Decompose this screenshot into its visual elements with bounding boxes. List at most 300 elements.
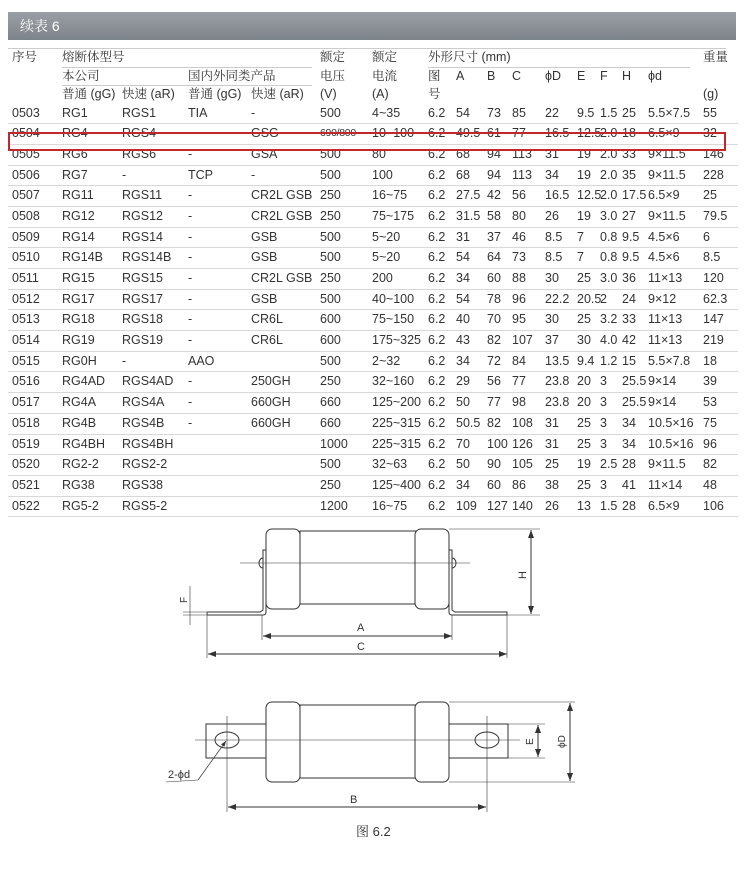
cell-phi-d: 9×12 [648, 291, 677, 306]
cell-other-normal: AAO [188, 353, 215, 368]
table-row [8, 476, 738, 497]
cell-current: 10~100 [372, 126, 415, 141]
cell-weight: 8.5 [703, 250, 721, 265]
cell-current: 225~315 [372, 415, 422, 430]
cell-b: 90 [487, 457, 501, 472]
cell-h: 41 [622, 477, 636, 492]
header-own-fast: 快速 (aR) [122, 87, 175, 101]
cell-other-normal: - [188, 374, 193, 389]
cell-h: 9.5 [622, 250, 640, 265]
cell-a: 31 [456, 229, 470, 244]
cell-c: 73 [512, 250, 526, 265]
cell-phi-d: 11×13 [648, 333, 683, 348]
cell-voltage: 600 [320, 333, 341, 348]
cell-b: 60 [487, 477, 501, 492]
cell-h: 28 [622, 498, 636, 513]
label-e: E [525, 738, 536, 745]
cell-e: 30 [577, 333, 591, 348]
top-view [166, 702, 575, 812]
cell-c: 107 [512, 333, 533, 348]
cell-c: 98 [512, 395, 526, 410]
cell-voltage: 500 [320, 250, 341, 265]
cell-own-normal: RG4B [62, 415, 97, 430]
table-row [8, 269, 738, 290]
cell-c: 77 [512, 126, 526, 141]
table-row [8, 331, 738, 352]
header-phi-D: ϕD [545, 68, 562, 83]
cell-own-normal: RG17 [62, 291, 95, 306]
cell-other-fast: CR2L GSB [251, 208, 313, 223]
cell-phi-d: 11×13 [648, 312, 683, 327]
cell-own-normal: RG7 [62, 167, 88, 182]
cell-fig-no: 6.2 [428, 415, 446, 430]
cell-c: 95 [512, 312, 526, 327]
cell-fig-no: 6.2 [428, 271, 446, 285]
cell-e: 20 [577, 374, 591, 389]
header-a: A [456, 68, 465, 83]
cell-own-fast: RGS12 [122, 208, 163, 223]
label-phi-D: ϕD [557, 735, 568, 748]
cell-own-fast: RGS4AD [122, 374, 174, 389]
cell-other-fast: CR6L [251, 333, 283, 348]
cell-fig-no: 6.2 [428, 498, 446, 513]
cell-seq: 0515 [12, 353, 40, 368]
cell-weight: 79.5 [703, 208, 728, 223]
header-seq: 序号 [12, 50, 38, 64]
header-weight: 重量 [703, 50, 729, 64]
cell-b: 77 [487, 395, 501, 410]
cell-phi-D: 23.8 [545, 395, 570, 410]
cell-a: 34 [456, 353, 470, 368]
cell-phi-D: 22 [545, 105, 559, 120]
cell-c: 85 [512, 105, 526, 120]
cell-a: 50 [456, 395, 470, 410]
cell-phi-D: 31 [545, 415, 559, 430]
cell-phi-D: 23.8 [545, 374, 570, 389]
cell-other-normal: - [188, 291, 193, 306]
cell-other-fast: CR2L GSB [251, 188, 313, 203]
cell-own-normal: RG0H [62, 353, 97, 368]
cell-phi-d: 4.5×6 [648, 229, 680, 244]
table-row [8, 435, 738, 456]
cell-other-normal: - [188, 188, 193, 203]
header-e: E [577, 68, 586, 83]
cell-a: 54 [456, 250, 470, 265]
table-row [8, 290, 738, 311]
table-row [8, 393, 738, 414]
cell-seq: 0510 [12, 250, 40, 265]
cell-f: 3 [600, 415, 607, 430]
cell-e: 12.5 [577, 188, 602, 203]
cell-f: 4.0 [600, 333, 618, 348]
cell-fig-no: 6.2 [428, 436, 446, 451]
cell-weight: 219 [703, 333, 724, 348]
header-b: B [487, 68, 496, 83]
header-fuse-type: 熔断体型号 [62, 50, 125, 64]
cell-fig-no: 6.2 [428, 105, 446, 120]
cell-h: 28 [622, 457, 636, 472]
cell-e: 13 [577, 498, 591, 513]
cell-c: 113 [512, 167, 532, 182]
cell-phi-d: 5.5×7.5 [648, 105, 691, 120]
cell-weight: 18 [703, 353, 717, 368]
cell-current: 16~75 [372, 188, 408, 203]
cell-voltage: 250 [320, 271, 341, 285]
cell-phi-d: 9×11.5 [648, 167, 686, 182]
cell-b: 42 [487, 188, 501, 203]
cell-current: 2~32 [372, 353, 401, 368]
cell-own-fast: RGS18 [122, 312, 163, 327]
cell-b: 73 [487, 105, 501, 120]
cell-own-fast: - [122, 167, 127, 182]
cell-a: 49.5 [456, 126, 481, 141]
cell-own-fast: RGS15 [122, 271, 163, 285]
cell-e: 25 [577, 271, 591, 285]
cell-f: 2.0 [600, 146, 618, 161]
cell-weight: 228 [703, 167, 724, 182]
table-row [8, 414, 738, 435]
cell-voltage: 660 [320, 395, 341, 410]
header-row-1 [8, 48, 738, 67]
cell-own-normal: RG4A [62, 395, 97, 410]
cell-other-normal: - [188, 146, 193, 161]
cell-weight: 32 [703, 126, 717, 141]
cell-other-normal: - [188, 208, 193, 223]
cell-h: 25.5 [622, 395, 647, 410]
cell-own-normal: RG12 [62, 208, 95, 223]
cell-other-normal: - [188, 126, 193, 141]
header-other-fast: 快速 (aR) [251, 87, 304, 101]
cell-own-fast: RGS6 [122, 146, 157, 161]
cell-own-fast: RGS14B [122, 250, 172, 265]
cell-own-normal: RG18 [62, 312, 95, 327]
cell-own-fast: RGS14 [122, 229, 163, 244]
cell-phi-D: 26 [545, 498, 559, 513]
label-h: H [517, 571, 529, 579]
cell-other-fast: - [251, 167, 256, 182]
cell-a: 50 [456, 457, 470, 472]
cell-voltage: 500 [320, 291, 341, 306]
header-voltage-unit: (V) [320, 87, 337, 101]
cell-a: 68 [456, 167, 470, 182]
cell-fig-no: 6.2 [428, 374, 446, 389]
cell-other-fast: GSB [251, 291, 278, 306]
cell-other-normal: - [188, 312, 193, 327]
cell-own-normal: RG38 [62, 477, 95, 492]
cell-c: 56 [512, 188, 526, 203]
cell-phi-d: 6.5×9 [648, 188, 680, 203]
cell-weight: 62.3 [703, 291, 728, 306]
cell-b: 56 [487, 374, 501, 389]
cell-b: 94 [487, 146, 501, 161]
cell-phi-D: 30 [545, 271, 559, 285]
table-row [8, 145, 738, 166]
cell-current: 4~35 [372, 105, 401, 120]
header-fig-no-2: 号 [428, 87, 441, 101]
cell-e: 25 [577, 312, 591, 327]
cell-other-fast: 660GH [251, 415, 291, 430]
cell-a: 109 [456, 498, 477, 513]
cell-other-normal: TCP [188, 167, 213, 182]
cell-fig-no: 6.2 [428, 395, 446, 410]
cell-f: 1.5 [600, 498, 618, 513]
cell-h: 17.5 [622, 188, 647, 203]
cell-other-normal: TIA [188, 105, 208, 120]
cell-weight: 146 [703, 146, 724, 161]
cell-phi-d: 9×14 [648, 374, 677, 389]
cell-seq: 0522 [12, 498, 40, 513]
cell-seq: 0505 [12, 146, 40, 161]
cell-own-fast: RGS2-2 [122, 457, 168, 472]
cell-weight: 147 [703, 312, 724, 327]
cell-fig-no: 6.2 [428, 146, 446, 161]
cell-own-normal: RG5-2 [62, 498, 99, 513]
cell-own-fast: RGS4B [122, 415, 165, 430]
cell-f: 1.5 [600, 105, 618, 120]
cell-seq: 0521 [12, 477, 40, 492]
cell-e: 7 [577, 250, 584, 265]
cell-voltage: 500 [320, 229, 341, 244]
cell-seq: 0514 [12, 333, 40, 348]
header-voltage-2: 电压 [320, 68, 346, 83]
cell-phi-D: 30 [545, 312, 559, 327]
cell-voltage: 600 [320, 312, 341, 327]
cell-b: 94 [487, 167, 501, 182]
header-weight-unit: (g) [703, 87, 719, 101]
table-title: 续表 6 [20, 18, 60, 34]
cell-other-fast: CR2L GSB [251, 271, 313, 285]
cell-seq: 0507 [12, 188, 40, 203]
cell-own-fast: - [122, 353, 127, 368]
cell-h: 36 [622, 271, 636, 285]
cell-phi-D: 8.5 [545, 229, 563, 244]
cell-weight: 82 [703, 457, 717, 472]
cell-other-normal: - [188, 415, 193, 430]
cell-h: 35 [622, 167, 636, 182]
cell-seq: 0520 [12, 457, 40, 472]
cell-a: 54 [456, 105, 470, 120]
cell-seq: 0508 [12, 208, 40, 223]
header-row-3 [8, 85, 738, 104]
label-a: A [357, 622, 365, 634]
cell-phi-D: 8.5 [545, 250, 563, 265]
cell-f: 2.5 [600, 457, 618, 472]
cell-e: 25 [577, 477, 591, 492]
cell-seq: 0519 [12, 436, 40, 451]
cell-phi-d: 5.5×7.8 [648, 353, 691, 368]
cell-voltage: 500 [320, 353, 341, 368]
cell-a: 34 [456, 271, 470, 285]
cell-own-normal: RG19 [62, 333, 95, 348]
cell-own-fast: RGS1 [122, 105, 157, 120]
cell-weight: 120 [703, 271, 724, 285]
header-own-company: 本公司 [62, 68, 100, 83]
cell-fig-no: 6.2 [428, 229, 446, 244]
cell-other-normal: - [188, 250, 193, 265]
cell-fig-no: 6.2 [428, 188, 446, 203]
cell-voltage: 1200 [320, 498, 348, 513]
table-row [8, 310, 738, 331]
cell-own-fast: RGS17 [122, 291, 163, 306]
header-fig-no-1: 图 [428, 68, 441, 83]
cell-phi-D: 16.5 [545, 126, 570, 141]
cell-current: 125~200 [372, 395, 422, 410]
cell-a: 54 [456, 291, 470, 306]
cell-other-normal: - [188, 271, 193, 285]
cell-b: 70 [487, 312, 501, 327]
cell-h: 15 [622, 353, 636, 368]
cell-fig-no: 6.2 [428, 353, 446, 368]
cell-b: 82 [487, 333, 501, 348]
cell-current: 75~175 [372, 208, 415, 223]
cell-current: 32~63 [372, 457, 408, 472]
cell-h: 33 [622, 146, 636, 161]
divider [62, 85, 312, 86]
cell-f: 3 [600, 477, 607, 492]
cell-voltage: 1000 [320, 436, 348, 451]
cell-voltage: 500 [320, 167, 341, 182]
cell-fig-no: 6.2 [428, 208, 446, 223]
cell-f: 3.2 [600, 312, 618, 327]
cell-e: 12.5 [577, 126, 602, 141]
cell-fig-no: 6.2 [428, 167, 446, 182]
cell-current: 225~315 [372, 436, 422, 451]
cell-c: 84 [512, 353, 526, 368]
cell-phi-D: 37 [545, 333, 559, 348]
cell-e: 25 [577, 436, 591, 451]
table-row [8, 372, 738, 393]
cell-other-normal: - [188, 395, 193, 410]
cell-voltage: 500 [320, 105, 341, 120]
header-current-2: 电流 [372, 68, 398, 83]
cell-voltage: 250 [320, 477, 341, 492]
cell-phi-d: 9×11.5 [648, 146, 686, 161]
divider [62, 67, 312, 68]
cell-other-fast: GSB [251, 250, 278, 265]
cell-seq: 0516 [12, 374, 40, 389]
cell-h: 27 [622, 208, 636, 223]
cell-e: 19 [577, 146, 591, 161]
figure-caption: 图 6.2 [356, 824, 391, 839]
cell-voltage: 250 [320, 208, 341, 223]
cell-c: 86 [512, 477, 526, 492]
cell-f: 2.0 [600, 126, 618, 141]
header-f: F [600, 68, 608, 83]
header-phi-d: ϕd [648, 68, 662, 83]
cell-c: 113 [512, 146, 532, 161]
cell-current: 5~20 [372, 229, 401, 244]
cell-b: 37 [487, 229, 501, 244]
cell-h: 33 [622, 312, 636, 327]
cell-c: 140 [512, 498, 533, 513]
header-row-2 [8, 67, 738, 86]
cell-fig-no: 6.2 [428, 457, 446, 472]
cell-f: 2 [600, 291, 607, 306]
cell-weight: 55 [703, 105, 717, 120]
header-h: H [622, 68, 632, 83]
cell-other-normal: - [188, 229, 193, 244]
cell-phi-d: 9×11.5 [648, 457, 686, 472]
cell-phi-D: 31 [545, 436, 559, 451]
table-row [8, 166, 738, 187]
cell-phi-d: 11×14 [648, 477, 683, 492]
cell-weight: 75 [703, 415, 717, 430]
cell-fig-no: 6.2 [428, 126, 446, 141]
cell-c: 96 [512, 291, 526, 306]
header-dimensions: 外形尺寸 (mm) [428, 50, 511, 64]
header-current-unit: (A) [372, 87, 389, 101]
cell-own-fast: RGS4 [122, 126, 157, 141]
cell-a: 50.5 [456, 415, 481, 430]
cell-seq: 0509 [12, 229, 40, 244]
cell-other-fast: - [251, 105, 256, 120]
cell-own-normal: RG14B [62, 250, 103, 265]
cell-own-fast: RGS11 [122, 188, 163, 203]
cell-seq: 0512 [12, 291, 40, 306]
cell-phi-d: 4.5×6 [648, 250, 680, 265]
header-other-normal: 普通 (gG) [188, 87, 242, 101]
cell-a: 29 [456, 374, 470, 389]
cell-a: 34 [456, 477, 470, 492]
cell-a: 40 [456, 312, 470, 327]
cell-b: 100 [487, 436, 508, 451]
label-phi-d: 2-ϕd [168, 769, 191, 781]
table-row [8, 207, 738, 228]
cell-own-normal: RG14 [62, 229, 95, 244]
cell-own-normal: RG1 [62, 105, 88, 120]
cell-own-fast: RGS19 [122, 333, 163, 348]
cell-c: 108 [512, 415, 533, 430]
cell-voltage: 250 [320, 374, 341, 389]
table-body [8, 104, 738, 518]
cell-h: 25.5 [622, 374, 647, 389]
cell-phi-D: 25 [545, 457, 559, 472]
cell-other-fast: GSG [251, 126, 279, 141]
label-c: C [357, 641, 365, 653]
cell-current: 16~75 [372, 498, 408, 513]
cell-e: 9.4 [577, 353, 595, 368]
cell-current: 40~100 [372, 291, 415, 306]
cell-a: 43 [456, 333, 470, 348]
cell-weight: 39 [703, 374, 717, 389]
cell-b: 60 [487, 271, 501, 285]
cell-h: 9.5 [622, 229, 640, 244]
cell-fig-no: 6.2 [428, 477, 446, 492]
cell-weight: 48 [703, 477, 717, 492]
cell-b: 61 [487, 126, 501, 141]
cell-other-fast: 250GH [251, 374, 291, 389]
cell-phi-D: 13.5 [545, 353, 570, 368]
cell-h: 42 [622, 333, 636, 348]
cell-other-fast: GSA [251, 146, 278, 161]
cell-c: 77 [512, 374, 526, 389]
cell-phi-D: 34 [545, 167, 559, 182]
cell-phi-d: 9×11.5 [648, 208, 686, 223]
cell-c: 105 [512, 457, 533, 472]
cell-own-normal: RG6 [62, 146, 88, 161]
cell-f: 0.8 [600, 229, 618, 244]
cell-a: 70 [456, 436, 470, 451]
cell-own-normal: RG2-2 [62, 457, 99, 472]
cell-fig-no: 6.2 [428, 333, 446, 348]
cell-f: 3.0 [600, 208, 618, 223]
cell-phi-d: 11×13 [648, 271, 683, 285]
table-row [8, 228, 738, 249]
cell-current: 32~160 [372, 374, 415, 389]
cell-e: 19 [577, 208, 591, 223]
header-own-normal: 普通 (gG) [62, 87, 116, 101]
cell-h: 34 [622, 415, 636, 430]
